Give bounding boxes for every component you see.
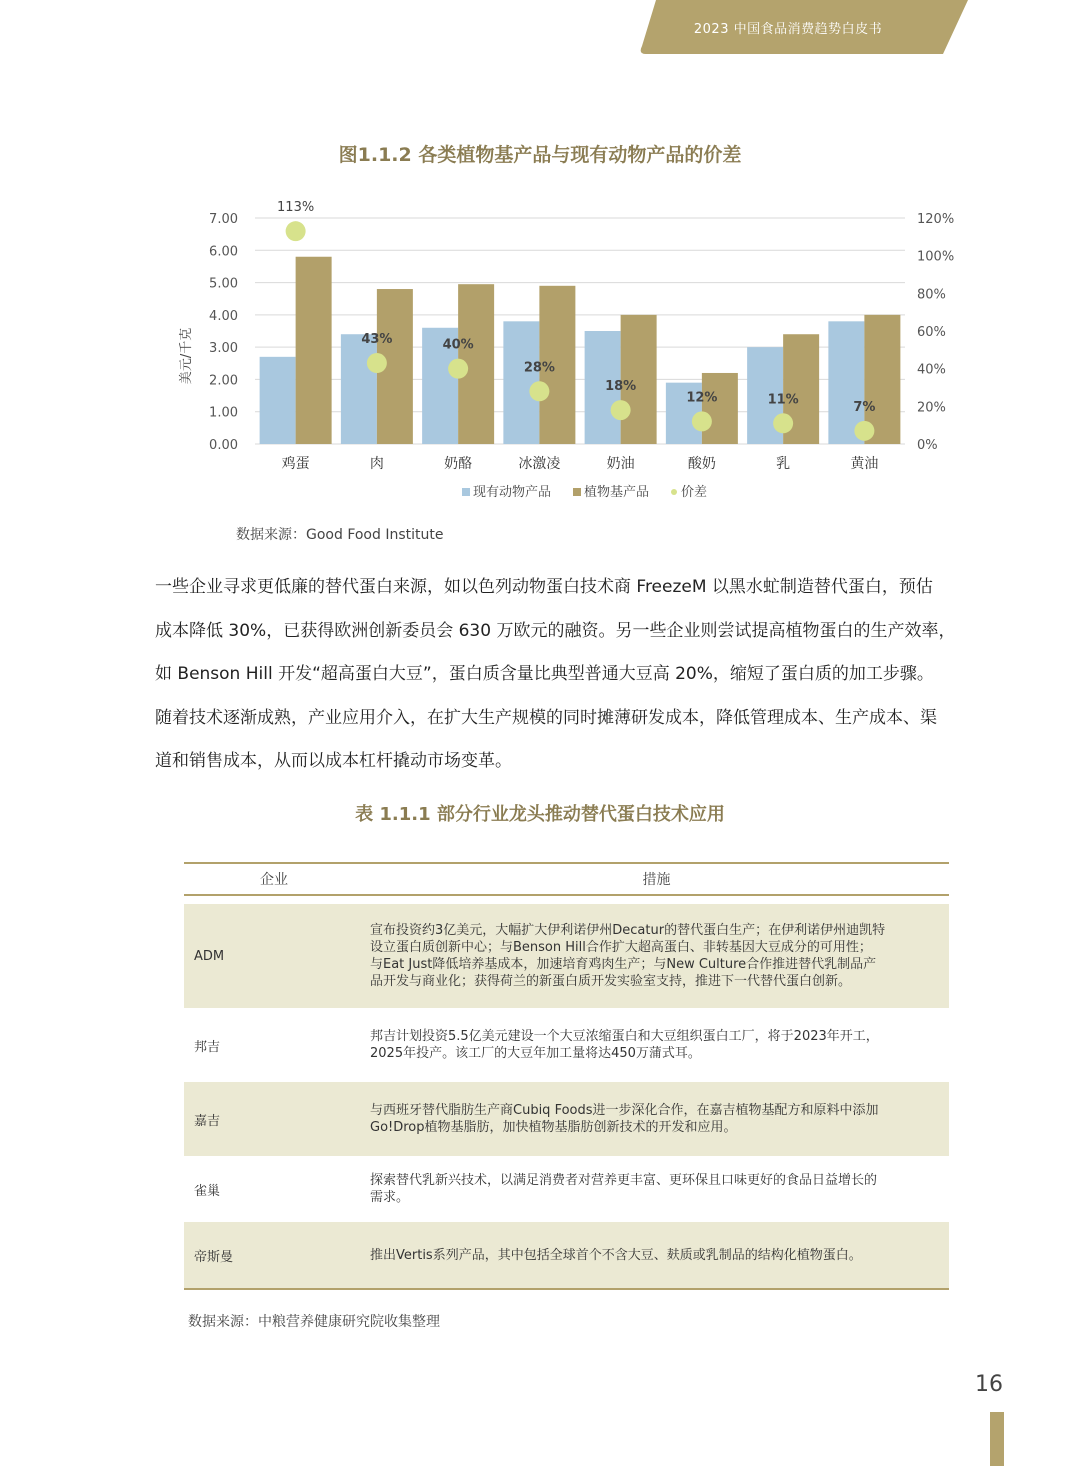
y-tick-label: 5.00 [209,276,238,292]
company-cell: 嘉吉 [194,1113,221,1129]
legend-label: 现有动物产品 [473,485,552,500]
y-tick-label: 3.00 [209,341,238,357]
figure-title: 图1.1.2 各类植物基产品与现有动物产品的价差 [338,144,742,166]
bar-animal-product [503,321,539,444]
measure-line: 邦吉计划投资5.5亿美元建设一个大豆浓缩蛋白和大豆组织蛋白工厂，将于2023年开工， [370,1029,879,1044]
table-header [184,864,949,896]
y-tick-label: 6.00 [209,244,238,260]
measure-cell [370,1028,949,1062]
y2-tick-label: 120% [917,212,955,227]
price-gap-point [611,400,631,420]
price-gap-point [367,353,387,373]
paragraph-line: 成本降低 30%，已获得欧洲创新委员会 630 万欧元的融资。另一些企业则尝试提高植物蛋白的生产效率， [155,620,956,641]
y-tick-label: 2.00 [209,373,238,389]
company-cell: 雀巢 [194,1183,221,1199]
measure-line: 宣布投资约3亿美元，大幅扩大伊利诺伊州Decatur的替代蛋白生产；在伊利诺伊州迪凯特 [370,923,886,938]
x-tick-label: 酸奶 [687,456,716,472]
x-tick-label: 肉 [369,456,384,472]
legend-marker [671,489,677,495]
body-paragraph [155,566,985,784]
y-tick-label: 4.00 [209,308,238,324]
table-row [184,1156,949,1222]
figure-source: 数据来源：Good Food Institute [236,527,444,543]
price-gap-point [448,359,468,379]
y-tick-label: 7.00 [209,212,238,227]
data-label: 18% [605,379,637,395]
measure-line: 2025年投产。该工厂的大豆年加工量将达450万蒲式耳。 [370,1046,701,1061]
chart-legend [462,484,707,500]
table-row [184,904,949,1008]
legend-label: 价差 [681,485,708,500]
measure-line: 需求。 [370,1190,410,1205]
x-tick-label: 奶酪 [444,456,473,472]
header-measures: 措施 [642,872,671,888]
price-gap-point [692,411,712,431]
price-gap-chart [170,198,970,518]
data-label: 12% [686,390,718,406]
price-gap-point [286,221,306,241]
data-label: 43% [361,332,393,348]
y2-tick-label: 20% [917,400,946,416]
tech-table [184,862,949,1290]
paragraph-line: 随着技术逐渐成熟，产业应用介入，在扩大生产规模的同时摊薄研发成本，降低管理成本、生产成本、渠 [155,707,937,728]
legend-swatch [462,488,470,496]
paragraph-line: 如 Benson Hill 开发“超高蛋白大豆”，蛋白质含量比典型普通大豆高 20%，缩短了蛋白质的加工步骤。 [155,664,934,684]
x-tick-label: 乳 [776,456,791,472]
price-gap-point [854,421,874,441]
measure-line: 与Eat Just降低培养基成本，加速培育鸡肉生产；与New Culture合作推进替代乳制品产 [370,957,877,972]
measure-line: 探索替代乳新兴技术，以满足消费者对营养更丰富、更环保且口味更好的食品日益增长的 [370,1173,878,1188]
company-cell: 邦吉 [194,1039,221,1055]
bar-plant-based-product [702,373,738,444]
measure-line: Go!Drop植物基脂肪，加快植物基脂肪创新技术的开发和应用。 [370,1120,737,1135]
x-tick-label: 冰激凌 [518,456,561,472]
header-company: 企业 [260,872,288,888]
legend-label: 植物基产品 [584,485,650,500]
measure-cell [370,1172,949,1206]
y2-tick-label: 60% [917,325,946,340]
page-number: 16 [975,1372,1003,1397]
y2-tick-label: 80% [917,287,946,303]
x-tick-label: 黄油 [850,456,879,472]
y2-tick-label: 100% [917,249,955,265]
data-label: 40% [442,337,474,353]
data-label: 113% [277,200,315,216]
document-title: 2023 中国食品消费趋势白皮书 [693,22,883,37]
x-tick-label: 奶油 [606,456,635,472]
bar-animal-product [341,334,377,444]
table-row [184,1082,949,1156]
table-source: 数据来源：中粮营养健康研究院收集整理 [188,1314,440,1330]
measure-line: 品开发与商业化；获得荷兰的新蛋白质开发实验室支持，推进下一代替代蛋白创新。 [370,974,852,989]
company-cell: ADM [194,948,225,964]
measure-cell [370,1102,949,1136]
table-row [184,1222,949,1288]
measure-cell [370,1247,949,1264]
y2-tick-label: 40% [917,362,946,378]
data-label: 11% [767,392,799,408]
bar-plant-based-product [296,257,332,444]
price-gap-point [529,381,549,401]
measure-line: 设立蛋白质创新中心；与Benson Hill合作扩大超高蛋白、非转基因大豆成分的可用性； [370,940,872,955]
y-axis-label: 美元/千克 [179,327,194,385]
header-tab [638,0,968,54]
bar-animal-product [260,357,296,444]
company-cell: 帝斯曼 [194,1249,234,1265]
measure-line: 推出Vertis系列产品，其中包括全球首个不含大豆、麸质或乳制品的结构化植物蛋白。 [370,1247,862,1263]
data-label: 7% [853,399,876,415]
measure-line: 与西班牙替代脂肪生产商Cubiq Foods进一步深化合作，在嘉吉植物基配方和原料中添加 [370,1103,879,1118]
y2-tick-label: 0% [917,438,938,453]
measure-cell [370,922,949,990]
paragraph-line: 道和销售成本，从而以成本杠杆撬动市场变革。 [155,751,512,771]
price-gap-point [773,413,793,433]
table-row [184,1008,949,1082]
y-tick-label: 1.00 [209,405,238,421]
y-tick-label: 0.00 [209,438,238,453]
x-tick-label: 鸡蛋 [281,456,310,472]
page-accent-bar [990,1412,1004,1466]
data-label: 28% [523,360,555,376]
legend-swatch [573,488,581,496]
paragraph-line: 一些企业寻求更低廉的替代蛋白来源，如以色列动物蛋白技术商 FreezeM 以黑水虻制造替代蛋白，预估 [155,577,933,597]
table-title: 表 1.1.1 部分行业龙头推动替代蛋白技术应用 [355,804,725,825]
